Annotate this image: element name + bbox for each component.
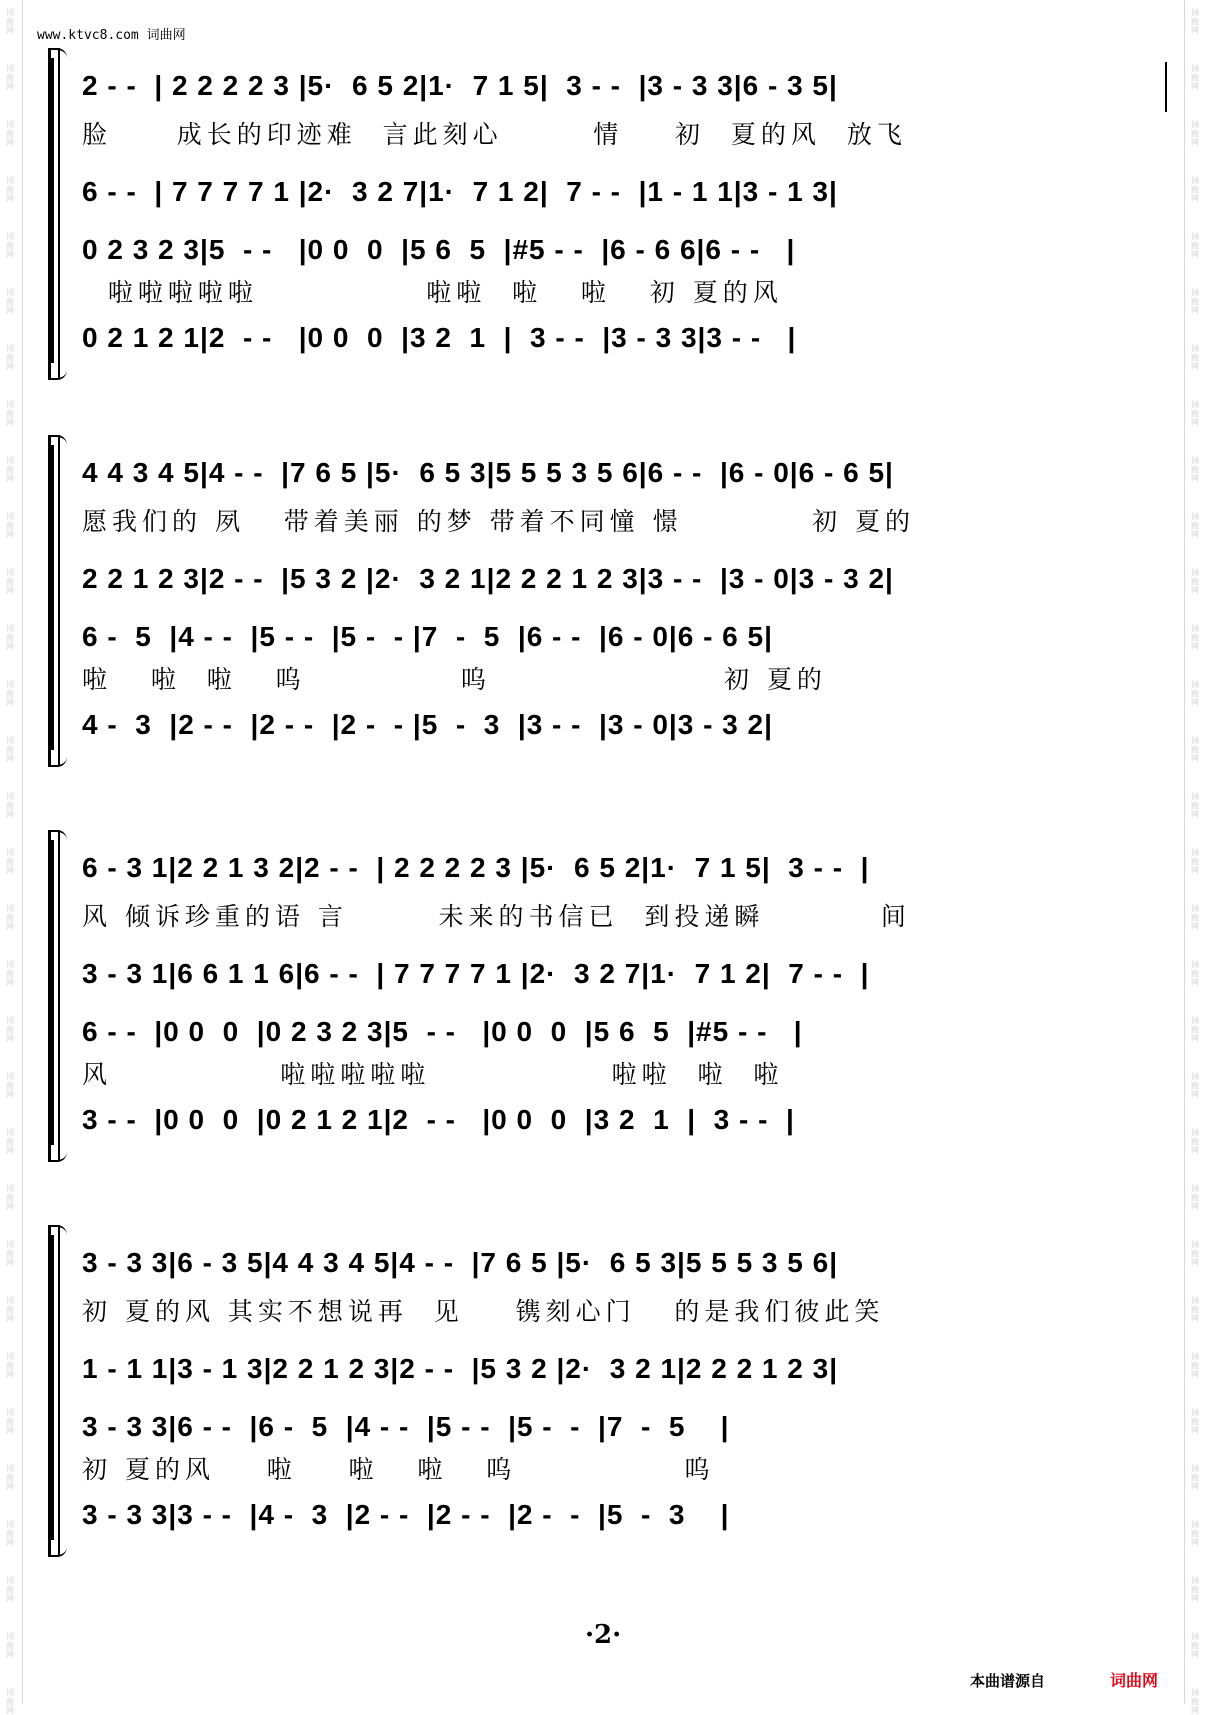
margin-watermark-text: 词 曲 网 — [6, 1408, 14, 1435]
margin-watermark-text: 词 曲 网 — [1191, 1576, 1199, 1603]
margin-watermark-text: 词 曲 网 — [1191, 1520, 1199, 1547]
brace-line — [58, 48, 60, 378]
margin-watermark-text: 词 曲 网 — [1191, 1072, 1199, 1099]
brace-bottom — [48, 358, 67, 380]
tenor-notes: 3 - 3 3|6 - - |6 - 5 |4 - - |5 - - |5 - - |7 - 5 | — [82, 1411, 730, 1442]
margin-watermark-text: 词 曲 网 — [6, 904, 14, 931]
margin-watermark-text: 词 曲 网 — [6, 1576, 14, 1603]
margin-watermark-text: 词 曲 网 — [6, 1240, 14, 1267]
tenor-lyrics: 初 夏的风 啦 啦 啦 呜 呜 — [82, 1455, 715, 1484]
soprano-notes: 2 - - | 2 2 2 2 3 |5· 6 5 2|1· 7 1 5| 3 - - |3 - 3 3|6 - 3 5| — [82, 70, 838, 101]
source-label: 本曲谱源自 — [970, 1672, 1046, 1690]
margin-watermark-text: 词 曲 网 — [1191, 680, 1199, 707]
brace-bottom — [48, 1140, 67, 1162]
margin-watermark-text: 词 曲 网 — [1191, 568, 1199, 595]
left-margin-rule — [22, 0, 23, 1704]
bass-notes: 3 - - |0 0 0 |0 2 1 2 1|2 - - |0 0 0 |3 2 1 | 3 - - | — [82, 1104, 795, 1135]
margin-watermark-text: 词 曲 网 — [6, 624, 14, 651]
margin-watermark-text: 词 曲 网 — [6, 120, 14, 147]
margin-watermark-text: 词 曲 网 — [1191, 1016, 1199, 1043]
alto-notes: 3 - 3 1|6 6 1 1 6|6 - - | 7 7 7 7 1 |2· 3 2 7|1· 7 1 2| 7 - - | — [82, 958, 870, 989]
brand-logo-text: 词曲网 — [1110, 1671, 1159, 1690]
margin-watermark-text: 词 曲 网 — [1191, 1240, 1199, 1267]
margin-watermark-text: 词 曲 网 — [1191, 120, 1199, 147]
margin-watermark-text: 词 曲 网 — [6, 400, 14, 427]
margin-watermark-text: 词 曲 网 — [6, 288, 14, 315]
margin-watermark-text: 词 曲 网 — [1191, 1184, 1199, 1211]
brace-bottom — [48, 745, 67, 767]
margin-watermark-text: 词 曲 网 — [1191, 232, 1199, 259]
score-system-4 — [48, 1225, 1168, 1555]
tenor-lyrics: 啦 啦 啦 呜 呜 初 夏的 — [82, 665, 827, 694]
margin-watermark-text: 词 曲 网 — [6, 1520, 14, 1547]
score-system-1 — [48, 48, 1168, 378]
margin-watermark-text: 词 曲 网 — [6, 1016, 14, 1043]
margin-watermark-text: 词 曲 网 — [1191, 1688, 1199, 1715]
soprano-lyrics: 风 倾诉珍重的语 言 未来的书信已 到投递瞬 间 — [82, 902, 911, 931]
margin-watermark-text: 词 曲 网 — [6, 512, 14, 539]
soprano-lyrics: 初 夏的风 其实不想说再 见 镌刻心门 的是我们彼此笑 — [82, 1297, 885, 1326]
alto-notes: 6 - - | 7 7 7 7 1 |2· 3 2 7|1· 7 1 2| 7 - - |1 - 1 1|3 - 1 3| — [82, 176, 838, 207]
margin-watermark-text: 词 曲 网 — [6, 1296, 14, 1323]
margin-watermark-text: 词 曲 网 — [1191, 344, 1199, 371]
brace-line — [58, 435, 60, 765]
margin-watermark-text: 词 曲 网 — [6, 1352, 14, 1379]
tenor-notes: 6 - 5 |4 - - |5 - - |5 - - |7 - 5 |6 - - |6 - 0|6 - 6 5| — [82, 621, 773, 652]
bass-notes: 3 - 3 3|3 - - |4 - 3 |2 - - |2 - - |2 - - |5 - 3 | — [82, 1499, 730, 1530]
margin-watermark-text: 词 曲 网 — [1191, 176, 1199, 203]
brace-line — [58, 1225, 60, 1555]
margin-watermark-text: 词 曲 网 — [1191, 512, 1199, 539]
margin-watermark-text: 词 曲 网 — [1191, 1296, 1199, 1323]
margin-watermark-text: 词 曲 网 — [1191, 1464, 1199, 1491]
brace — [48, 445, 54, 750]
brace-bottom — [48, 1535, 67, 1557]
margin-watermark-text: 词 曲 网 — [1191, 456, 1199, 483]
left-margin-watermark — [0, 0, 22, 1715]
margin-watermark-text: 词 曲 网 — [6, 736, 14, 763]
margin-watermark-text: 词 曲 网 — [1191, 288, 1199, 315]
margin-watermark-text: 词 曲 网 — [6, 1688, 14, 1715]
margin-watermark-text: 词 曲 网 — [6, 1464, 14, 1491]
site-header: www.ktvc8.com 词曲网 — [37, 28, 186, 43]
tenor-notes: 6 - - |0 0 0 |0 2 3 2 3|5 - - |0 0 0 |5 6 5 |#5 - - | — [82, 1016, 803, 1047]
score-system-2 — [48, 435, 1168, 765]
right-margin-rule — [1184, 0, 1185, 1704]
right-margin-watermark — [1185, 0, 1207, 1715]
soprano-notes: 3 - 3 3|6 - 3 5|4 4 3 4 5|4 - - |7 6 5 |5· 6 5 3|5 5 5 3 5 6| — [82, 1247, 839, 1278]
soprano-notes: 6 - 3 1|2 2 1 3 2|2 - - | 2 2 2 2 3 |5· 6 5 2|1· 7 1 5| 3 - - | — [82, 852, 870, 883]
alto-notes: 2 2 1 2 3|2 - - |5 3 2 |2· 3 2 1|2 2 2 1 2 3|3 - - |3 - 0|3 - 3 2| — [82, 563, 894, 594]
margin-watermark-text: 词 曲 网 — [1191, 400, 1199, 427]
bass-notes: 0 2 1 2 1|2 - - |0 0 0 |3 2 1 | 3 - - |3 - 3 3|3 - - | — [82, 322, 797, 353]
alto-notes: 1 - 1 1|3 - 1 3|2 2 1 2 3|2 - - |5 3 2 |2· 3 2 1|2 2 2 1 2 3| — [82, 1353, 839, 1384]
margin-watermark-text: 词 曲 网 — [1191, 792, 1199, 819]
tenor-lyrics: 啦啦啦啦啦 啦啦 啦 啦 初 夏的风 — [82, 278, 783, 307]
margin-watermark-text: 词 曲 网 — [1191, 1408, 1199, 1435]
brace-line — [58, 830, 60, 1160]
margin-watermark-text: 词 曲 网 — [1191, 1632, 1199, 1659]
margin-watermark-text: 词 曲 网 — [6, 1072, 14, 1099]
margin-watermark-text: 词 曲 网 — [1191, 848, 1199, 875]
margin-watermark-text: 词 曲 网 — [6, 176, 14, 203]
margin-watermark-text: 词 曲 网 — [6, 792, 14, 819]
page-number: ·2· — [585, 1620, 622, 1650]
margin-watermark-text: 词 曲 网 — [6, 344, 14, 371]
margin-watermark-text: 词 曲 网 — [1191, 8, 1199, 35]
margin-watermark-text: 词 曲 网 — [6, 960, 14, 987]
margin-watermark-text: 词 曲 网 — [1191, 736, 1199, 763]
bass-notes: 4 - 3 |2 - - |2 - - |2 - - |5 - 3 |3 - - |3 - 0|3 - 3 2| — [82, 709, 773, 740]
margin-watermark-text: 词 曲 网 — [1191, 64, 1199, 91]
tenor-lyrics: 风 啦啦啦啦啦 啦啦 啦 啦 — [82, 1060, 784, 1089]
margin-watermark-text: 词 曲 网 — [6, 1128, 14, 1155]
margin-watermark-text: 词 曲 网 — [1191, 1128, 1199, 1155]
margin-watermark-text: 词 曲 网 — [6, 1184, 14, 1211]
margin-watermark-text: 词 曲 网 — [6, 568, 14, 595]
margin-watermark-text: 词 曲 网 — [6, 848, 14, 875]
margin-watermark-text: 词 曲 网 — [1191, 624, 1199, 651]
score-system-3 — [48, 830, 1168, 1160]
brace — [48, 1235, 54, 1540]
soprano-lyrics: 脸 成长的印迹难 言此刻心 情 初 夏的风 放飞 — [82, 120, 907, 149]
margin-watermark-text: 词 曲 网 — [6, 232, 14, 259]
brace — [48, 840, 54, 1145]
margin-watermark-text: 词 曲 网 — [6, 456, 14, 483]
tenor-notes: 0 2 3 2 3|5 - - |0 0 0 |5 6 5 |#5 - - |6 - 6 6|6 - - | — [82, 234, 796, 265]
margin-watermark-text: 词 曲 网 — [1191, 960, 1199, 987]
margin-watermark-text: 词 曲 网 — [6, 8, 14, 35]
soprano-notes: 4 4 3 4 5|4 - - |7 6 5 |5· 6 5 3|5 5 5 3 5 6|6 - - |6 - 0|6 - 6 5| — [82, 457, 894, 488]
margin-watermark-text: 词 曲 网 — [1191, 1352, 1199, 1379]
margin-watermark-text: 词 曲 网 — [6, 1632, 14, 1659]
margin-watermark-text: 词 曲 网 — [6, 680, 14, 707]
brace — [48, 58, 54, 363]
margin-watermark-text: 词 曲 网 — [6, 64, 14, 91]
soprano-lyrics: 愿我们的 夙 带着美丽 的梦 带着不同憧 憬 初 夏的 — [82, 507, 916, 536]
margin-watermark-text: 词 曲 网 — [1191, 904, 1199, 931]
